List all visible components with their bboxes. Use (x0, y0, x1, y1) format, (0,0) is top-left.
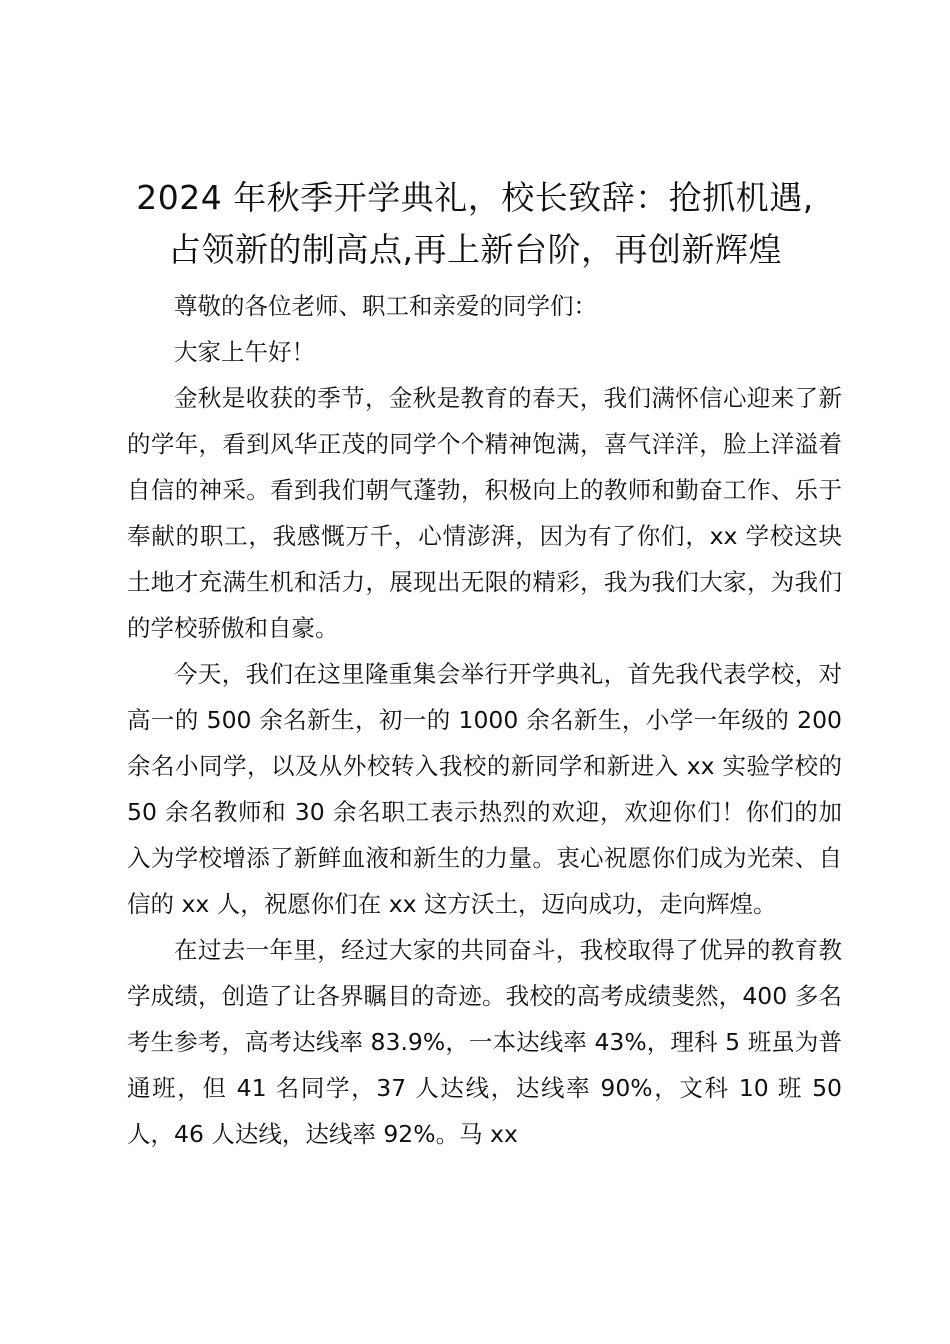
body-paragraph: 今天，我们在这里隆重集会举行开学典礼，首先我代表学校，对高一的 500 余名新生，初一的 1000 余名新生，小学一年级的 200 余名小同学，以及从外校转入我校的新同学和新进入 xx 实验学校的 50 余名教师和 30 余名职工表示热烈的欢迎，欢迎你们！你们的加入为学校增添了新鲜血液和新生的力量。衷心祝愿你们成为光荣、自信的 xx 人，祝愿你们在 xx 这方沃土，迈向成功，走向辉煌。 (127, 660, 842, 918)
title-line-1: 2024 年秋季开学典礼，校长致辞：抢抓机遇, (136, 178, 814, 217)
greeting-paragraph: 大家上午好！ (174, 338, 315, 366)
body-paragraph: 在过去一年里，经过大家的共同奋斗，我校取得了优异的教育教学成绩，创造了让各界瞩目的奇迹。我校的高考成绩斐然，400 多名考生参考，高考达线率 83.9%，一本达线率 43%，理科 5 班虽为普通班，但 41 名同学，37 人达线，达线率 90%，文科 10 班 50 人，46 人达线，达线率 92%。马 xx (127, 936, 842, 1148)
title-line-2: 占领新的制高点,再上新台阶，再创新辉煌 (168, 230, 782, 269)
salutation-paragraph: 尊敬的各位老师、职工和亲爱的同学们： (174, 292, 597, 320)
body-paragraph: 金秋是收获的季节，金秋是教育的春天，我们满怀信心迎来了新的学年，看到风华正茂的同学个个精神饱满，喜气洋洋，脸上洋溢着自信的神采。看到我们朝气蓬勃，积极向上的教师和勤奋工作、乐于奉献的职工，我感慨万千，心情澎湃，因为有了你们，xx 学校这块土地才充满生机和活力，展现出无限的精彩，我为我们大家，为我们的学校骄傲和自豪。 (127, 384, 842, 642)
document-title (110, 172, 840, 276)
document-body (127, 283, 842, 1157)
